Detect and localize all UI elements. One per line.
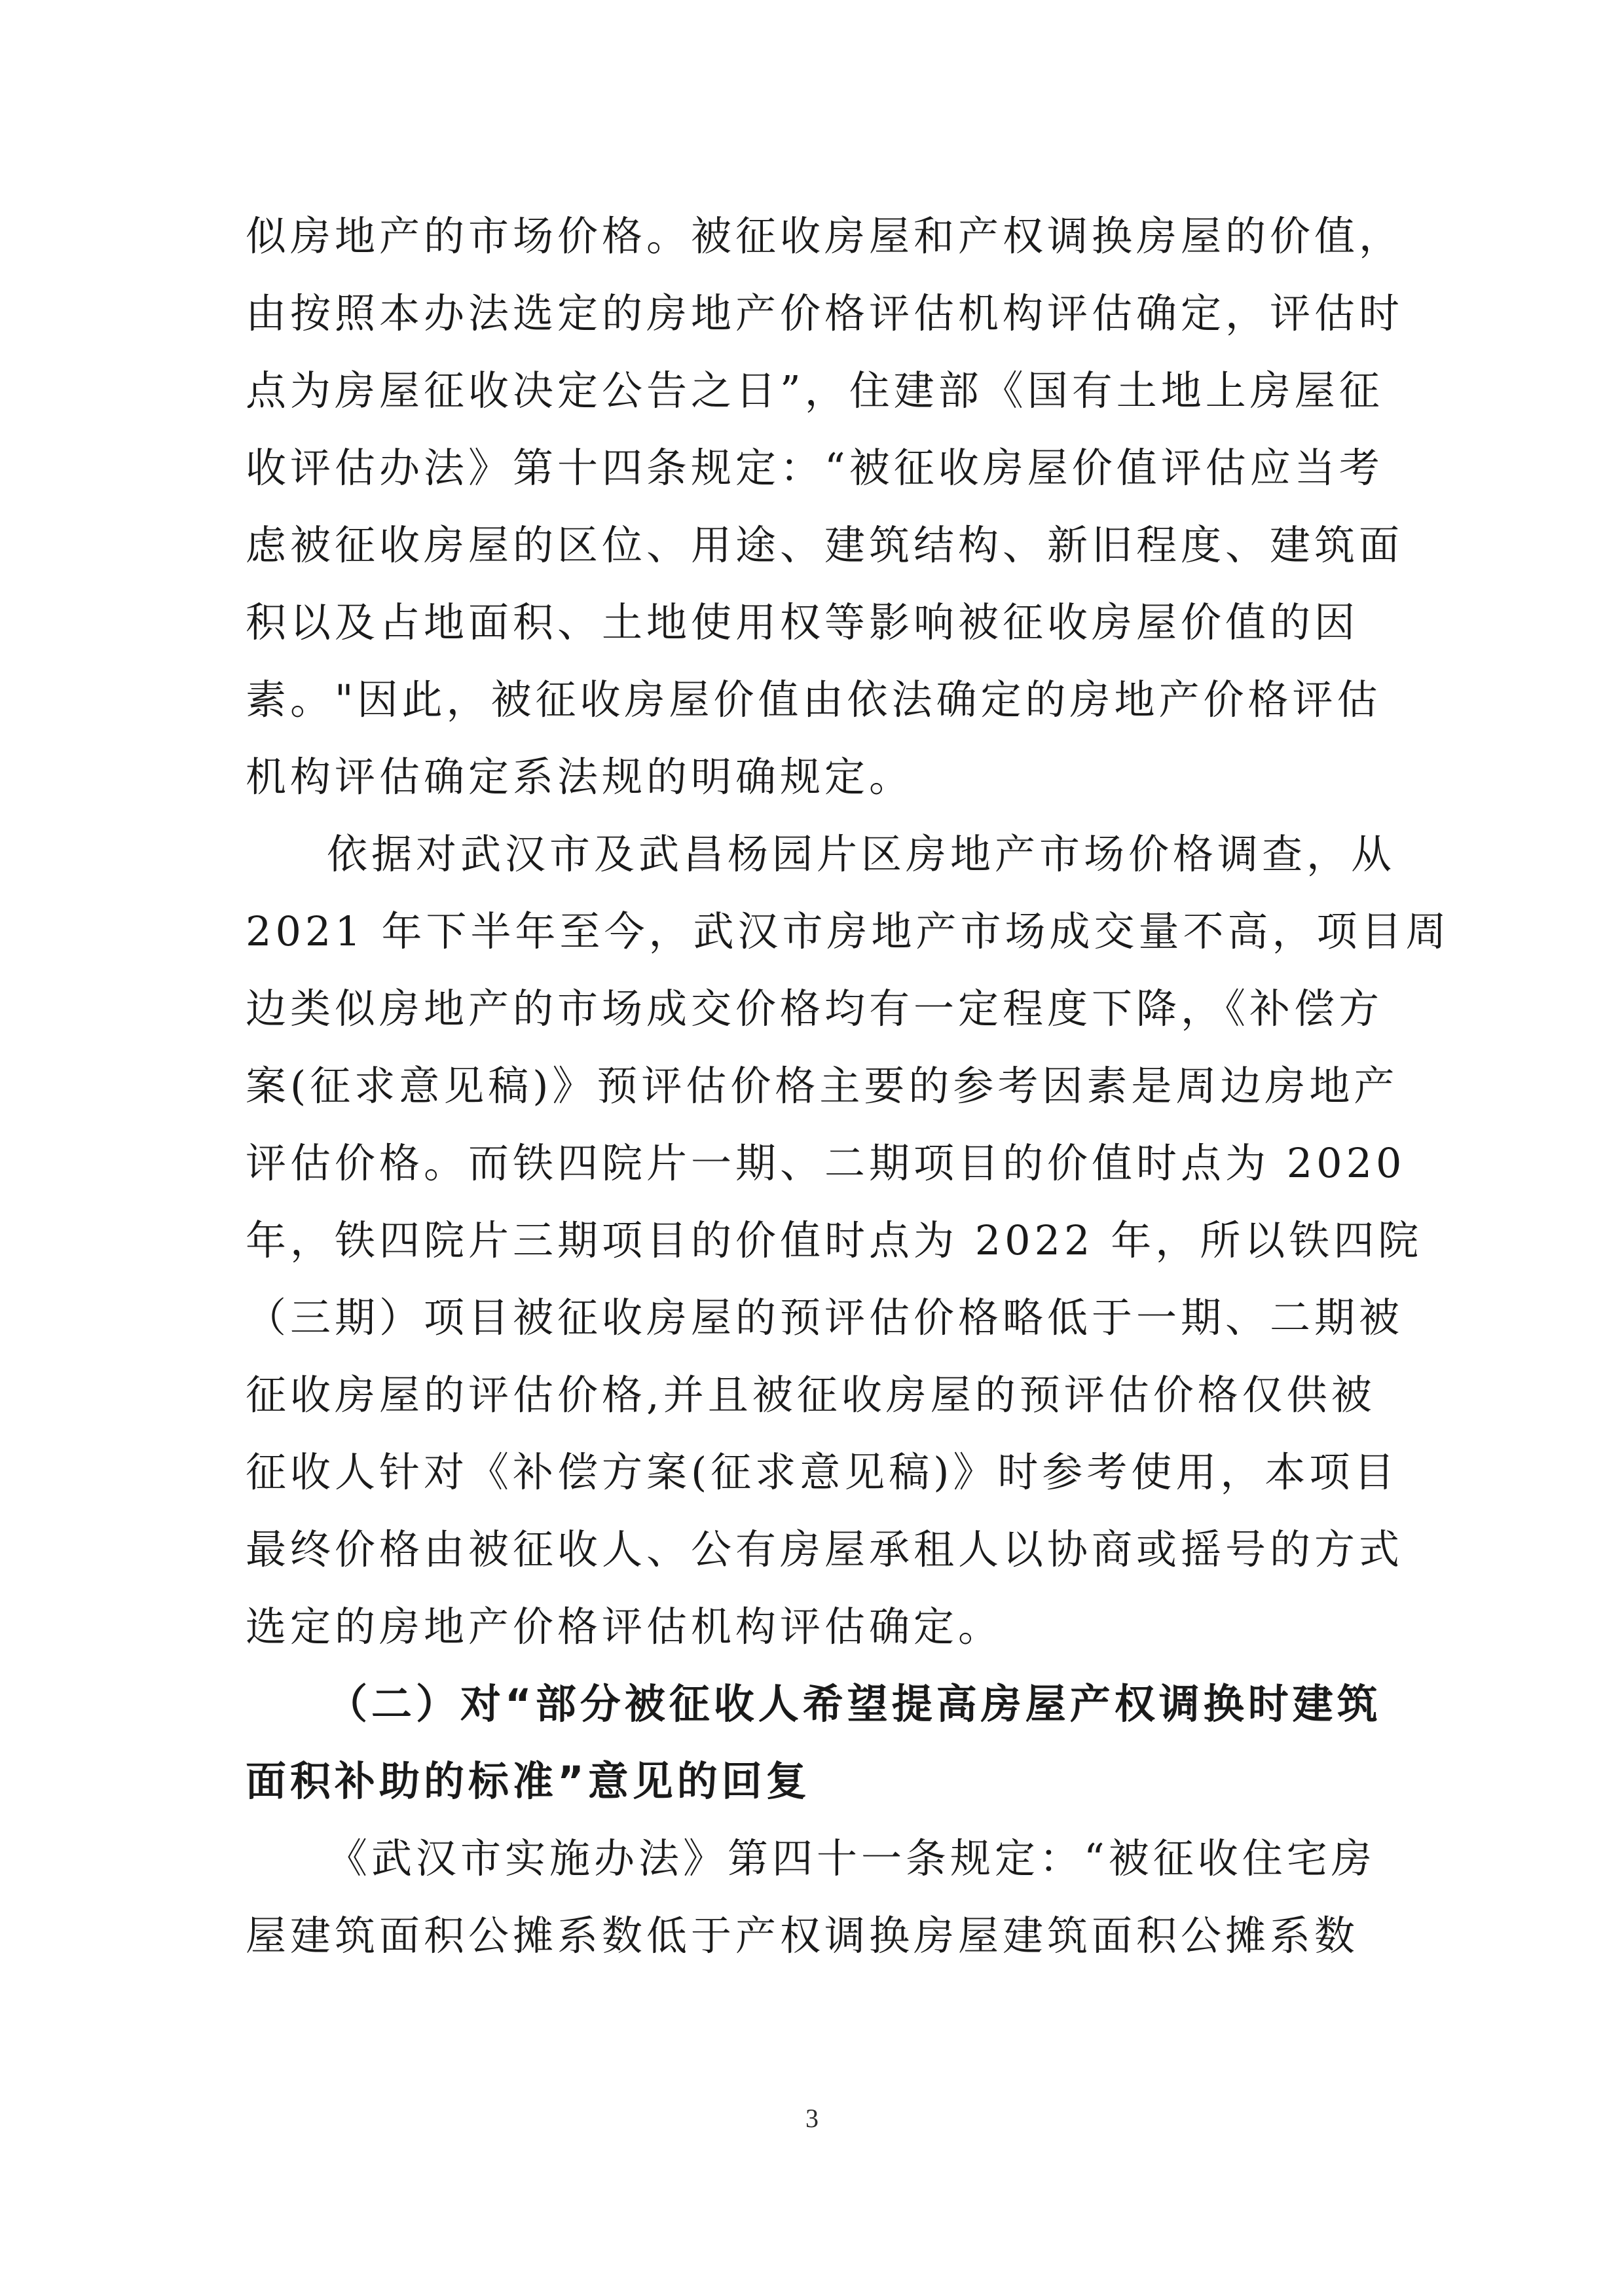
text-line: （三期）项目被征收房屋的预评估价格略低于一期、二期被: [246, 1294, 1404, 1341]
text-line: 素。"因此，被征收房屋价值由依法确定的房地产价格评估: [246, 676, 1382, 723]
text-line: 依据对武汉市及武昌杨园片区房地产市场价格调查，从: [327, 830, 1396, 878]
text-line: 征收人针对《补偿方案(征求意见稿)》时参考使用，本项目: [246, 1448, 1399, 1496]
text-line: 征收房屋的评估价格,并且被征收房屋的预评估价格仅供被: [246, 1371, 1376, 1419]
text-line: 案(征求意见稿)》预评估价格主要的参考因素是周边房地产: [246, 1062, 1399, 1110]
section-heading: （二）对“部分被征收人希望提高房屋产权调换时建筑: [327, 1680, 1382, 1728]
text-line: 选定的房地产价格评估机构评估确定。: [246, 1603, 1003, 1650]
text-line: 最终价格由被征收人、公有房屋承租人以协商或摇号的方式: [246, 1525, 1404, 1573]
section-heading: 面积补助的标准”意见的回复: [246, 1757, 811, 1805]
text-line: 机构评估确定系法规的明确规定。: [246, 753, 914, 801]
text-line: 评估价格。而铁四院片一期、二期项目的价值时点为 2020: [246, 1139, 1406, 1187]
text-line: 似房地产的市场价格。被征收房屋和产权调换房屋的价值，: [246, 212, 1404, 260]
text-line: 收评估办法》第十四条规定：“被征收房屋价值评估应当考: [246, 444, 1384, 492]
text-line: 虑被征收房屋的区位、用途、建筑结构、新旧程度、建筑面: [246, 521, 1404, 569]
text-line: 由按照本办法选定的房地产价格评估机构评估确定，评估时: [246, 289, 1404, 337]
text-line: 点为房屋征收决定公告之日”，住建部《国有土地上房屋征: [246, 367, 1384, 414]
text-line: 积以及占地面积、土地使用权等影响被征收房屋价值的因: [246, 598, 1359, 646]
text-line: 边类似房地产的市场成交价格均有一定程度下降，《补偿方: [246, 985, 1384, 1032]
text-line: 年，铁四院片三期项目的价值时点为 2022 年，所以铁四院: [246, 1216, 1423, 1264]
text-line: 《武汉市实施办法》第四十一条规定：“被征收住宅房: [327, 1834, 1376, 1882]
page-number: 3: [805, 2104, 819, 2133]
text-line: 屋建筑面积公摊系数低于产权调换房屋建筑面积公摊系数: [246, 1912, 1359, 1959]
text-line: 2021 年下半年至今，武汉市房地产市场成交量不高，项目周: [246, 907, 1450, 955]
